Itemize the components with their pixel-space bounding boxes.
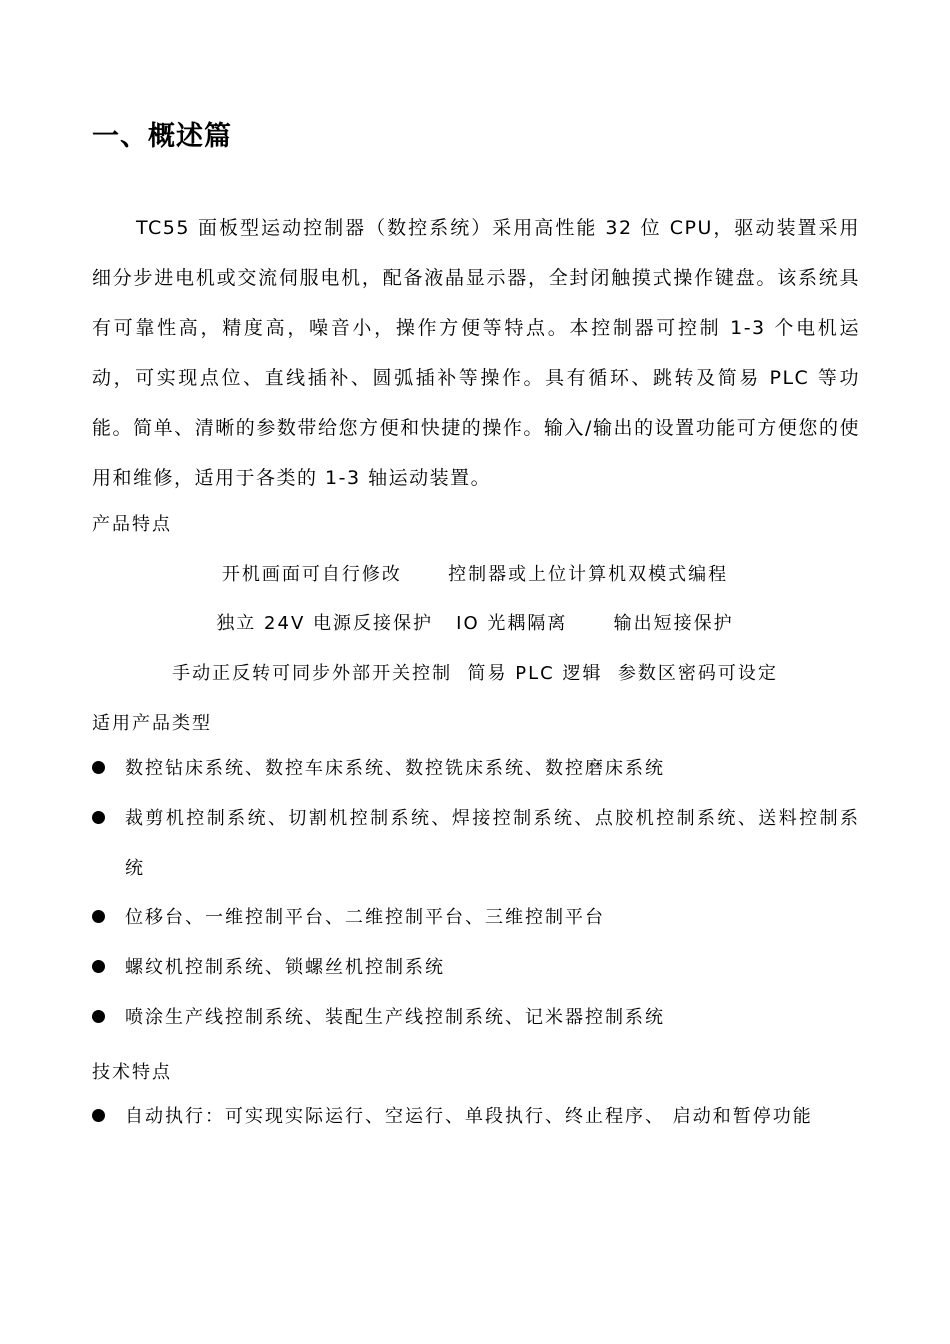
application-item-text: 喷涂生产线控制系统、装配生产线控制系统、记米器控制系统 [125, 1007, 665, 1028]
features-title: 产品特点 [92, 514, 172, 535]
application-item [92, 893, 860, 943]
bullet-dot-icon [92, 1109, 105, 1122]
feature-line: 独立 24V 电源反接保护 IO 光耦隔离 输出短接保护 [216, 613, 734, 634]
bullet-dot-icon [92, 1010, 105, 1023]
bullet-dot-icon [92, 761, 105, 774]
application-item-text: 数控钻床系统、数控车床系统、数控铣床系统、数控磨床系统 [125, 758, 665, 779]
feature-line: 开机画面可自行修改 控制器或上位计算机双模式编程 [221, 564, 729, 585]
application-item-text: 螺纹机控制系统、锁螺丝机控制系统 [125, 957, 445, 978]
application-item-text: 位移台、一维控制平台、二维控制平台、三维控制平台 [125, 907, 605, 928]
tech-item-text: 自动执行：可实现实际运行、空运行、单段执行、终止程序、 启动和暂停功能 [125, 1106, 813, 1127]
application-item [92, 794, 860, 894]
application-item [92, 744, 860, 794]
section-heading: 一、概述篇 [92, 121, 232, 152]
intro-paragraph: TC55 面板型运动控制器（数控系统）采用高性能 32 位 CPU，驱动装置采用细分步进电机或交流伺服电机，配备液晶显示器，全封闭触摸式操作键盘。该系统具有可靠性高，精度高，噪音小，操作方便等特点。本控制器可控制 1-3 个电机运动，可实现点位、直线插补、圆弧插补等操作。具有循环、跳转及简易 PLC 等功能。简单、清晰的参数带给您方便和快捷的操作。输入/输出的设置功能可方便您的使用和维修，适用于各类的 1-3 轴运动装置。 [92, 217, 860, 489]
applications-title: 适用产品类型 [92, 713, 212, 734]
bullet-dot-icon [92, 960, 105, 973]
application-item [92, 993, 860, 1043]
bullet-dot-icon [92, 910, 105, 923]
tech-title: 技术特点 [92, 1062, 172, 1083]
application-item-text: 裁剪机控制系统、切割机控制系统、焊接控制系统、点胶机控制系统、送料控制系统 [125, 808, 860, 879]
tech-item [92, 1092, 860, 1142]
bullet-dot-icon [92, 811, 105, 824]
feature-line: 手动正反转可同步外部开关控制 简易 PLC 逻辑 参数区密码可设定 [172, 663, 778, 684]
application-item [92, 943, 860, 993]
